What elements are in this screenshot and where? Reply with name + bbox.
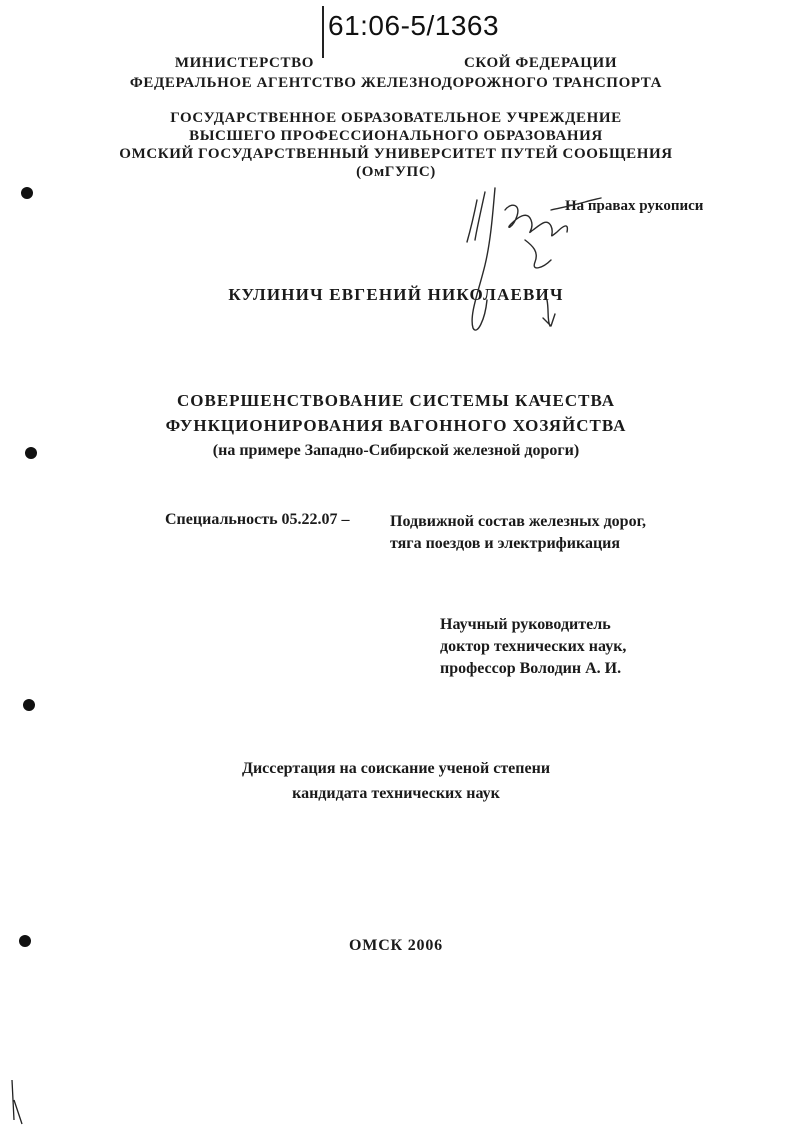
scan-edge-mark xyxy=(10,1080,24,1125)
title-subtitle: (на примере Западно-Сибирской железной дороги) xyxy=(212,442,580,459)
speciality-value xyxy=(390,511,646,555)
punch-hole-icon xyxy=(18,934,32,948)
ministry-right: СКОЙ ФЕДЕРАЦИИ xyxy=(463,55,618,71)
institution-abbrev: (ОмГУПС) xyxy=(356,164,436,180)
rights-note: На правах рукописи xyxy=(565,198,704,214)
institution-line-1: ГОСУДАРСТВЕННОЕ ОБРАЗОВАТЕЛЬНОЕ УЧРЕЖДЕНИЕ xyxy=(170,110,622,126)
city-year: ОМСК 2006 xyxy=(349,937,443,954)
ministry-left: МИНИСТЕРСТВО xyxy=(174,55,314,71)
institution-line-3: ОМСКИЙ ГОСУДАРСТВЕННЫЙ УНИВЕРСИТЕТ ПУТЕЙ СООБЩЕНИЯ xyxy=(119,146,673,162)
advisor-line-1: Научный руководитель xyxy=(440,616,611,633)
institution-line-2: ВЫСШЕГО ПРОФЕССИОНАЛЬНОГО ОБРАЗОВАНИЯ xyxy=(189,128,603,144)
dissertation-line-2: кандидата технических наук xyxy=(292,785,500,802)
advisor-block xyxy=(440,614,626,680)
advisor-line-2: доктор технических наук, xyxy=(440,638,627,655)
title-line-2: ФУНКЦИОНИРОВАНИЯ ВАГОННОГО ХОЗЯЙСТВА xyxy=(165,416,627,435)
stamp-bar xyxy=(322,6,324,58)
signature-icon xyxy=(455,180,605,340)
punch-hole-icon xyxy=(20,186,34,200)
punch-hole-icon xyxy=(24,446,38,460)
archive-stamp: 61:06-5/1363 xyxy=(328,10,500,41)
speciality-line-2: тяга поездов и электрификация xyxy=(390,535,621,552)
dissertation-line-1: Диссертация на соискание ученой степени xyxy=(241,760,551,777)
title-line-1: СОВЕРШЕНСТВОВАНИЕ СИСТЕМЫ КАЧЕСТВА xyxy=(177,391,615,410)
advisor-line-3: профессор Володин А. И. xyxy=(440,660,622,677)
agency-line: ФЕДЕРАЛЬНОЕ АГЕНТСТВО ЖЕЛЕЗНОДОРОЖНОГО ТРАНСПОРТА xyxy=(129,75,663,91)
punch-hole-icon xyxy=(22,698,36,712)
author-name: КУЛИНИЧ ЕВГЕНИЙ НИКОЛАЕВИЧ xyxy=(228,285,564,304)
speciality-line-1: Подвижной состав железных дорог, xyxy=(390,513,647,530)
ministry-line xyxy=(0,52,792,74)
speciality-label: Специальность 05.22.07 – xyxy=(165,511,350,528)
